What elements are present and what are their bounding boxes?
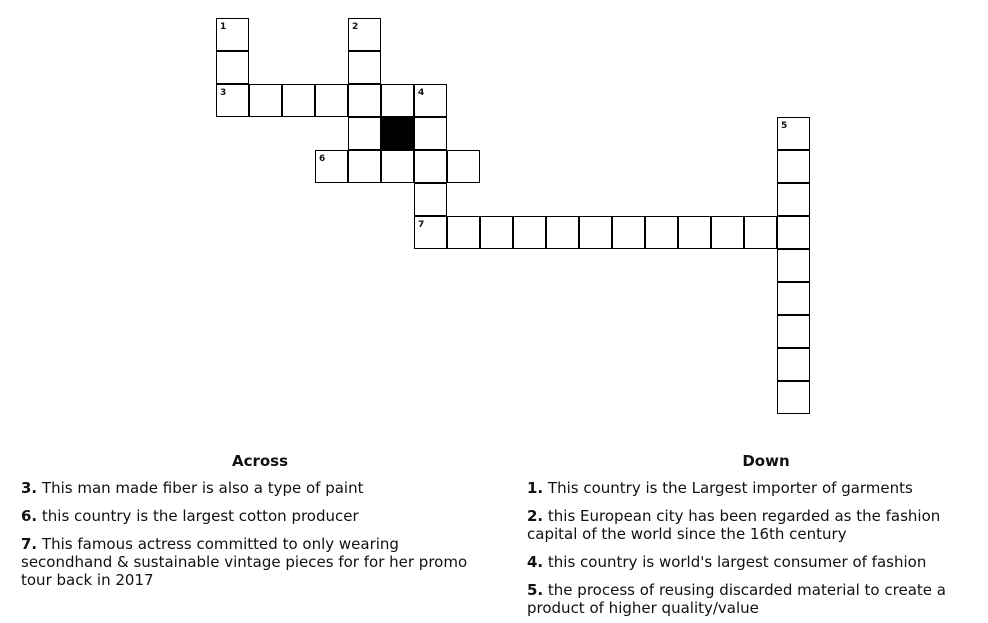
grid-cell[interactable] [546, 216, 579, 249]
clue-number: 5 [781, 121, 788, 131]
down-clue-4: 4. this country is world's largest consumer of fashion [527, 553, 927, 571]
grid-cell[interactable] [777, 348, 810, 381]
grid-cell[interactable] [711, 216, 744, 249]
grid-cell[interactable] [348, 84, 381, 117]
grid-cell[interactable] [777, 249, 810, 282]
grid-cell[interactable] [216, 51, 249, 84]
grid-cell[interactable] [348, 51, 381, 84]
clue-number: 3 [220, 88, 227, 98]
grid-cell[interactable] [744, 216, 777, 249]
grid-cell[interactable] [777, 150, 810, 183]
grid-cell[interactable] [348, 117, 381, 150]
grid-cell[interactable] [414, 117, 447, 150]
grid-cell[interactable] [348, 18, 381, 51]
across-clue-7: 7. This famous actress committed to only wearing secondhand & sustainable vintage pieces for for her promo tour back in 2017 [21, 535, 468, 589]
across-clue-3: 3. This man made fiber is also a type of paint [21, 479, 364, 497]
grid-cell[interactable] [777, 117, 810, 150]
clue-number: 6 [319, 154, 326, 164]
grid-cell[interactable] [414, 216, 447, 249]
down-clue-2: 2. this European city has been regarded as the fashion capital of the world since the 16th century [527, 507, 941, 543]
clue-number: 4 [418, 88, 425, 98]
grid-cell[interactable] [381, 150, 414, 183]
grid-cell[interactable] [282, 84, 315, 117]
grid-cell[interactable] [777, 216, 810, 249]
grid-cell[interactable] [777, 183, 810, 216]
grid-cell[interactable] [414, 150, 447, 183]
clue-number: 7 [418, 220, 425, 230]
grid-cell[interactable] [348, 150, 381, 183]
grid-cell[interactable] [315, 150, 348, 183]
grid-cell[interactable] [678, 216, 711, 249]
down-clue-5: 5. the process of reusing discarded material to create a product of higher quality/value [527, 581, 946, 617]
grid-cell[interactable] [315, 84, 348, 117]
grid-cell[interactable] [579, 216, 612, 249]
grid-cell[interactable] [513, 216, 546, 249]
grid-cell[interactable] [777, 315, 810, 348]
grid-cell[interactable] [645, 216, 678, 249]
grid-cell[interactable] [216, 18, 249, 51]
grid-cell[interactable] [381, 84, 414, 117]
grid-cell[interactable] [447, 216, 480, 249]
black-square [381, 117, 414, 150]
grid-cell[interactable] [777, 381, 810, 414]
down-heading: Down [742, 452, 790, 470]
grid-cell[interactable] [414, 84, 447, 117]
grid-cell[interactable] [414, 183, 447, 216]
grid-cell[interactable] [777, 282, 810, 315]
grid-cell[interactable] [249, 84, 282, 117]
clue-number: 2 [352, 22, 359, 32]
grid-cell[interactable] [480, 216, 513, 249]
down-clue-1: 1. This country is the Largest importer of garments [527, 479, 913, 497]
grid-cell[interactable] [216, 84, 249, 117]
grid-cell[interactable] [447, 150, 480, 183]
clue-number: 1 [220, 22, 227, 32]
across-heading: Across [231, 452, 289, 470]
across-clue-6: 6. this country is the largest cotton producer [21, 507, 359, 525]
grid-cell[interactable] [612, 216, 645, 249]
